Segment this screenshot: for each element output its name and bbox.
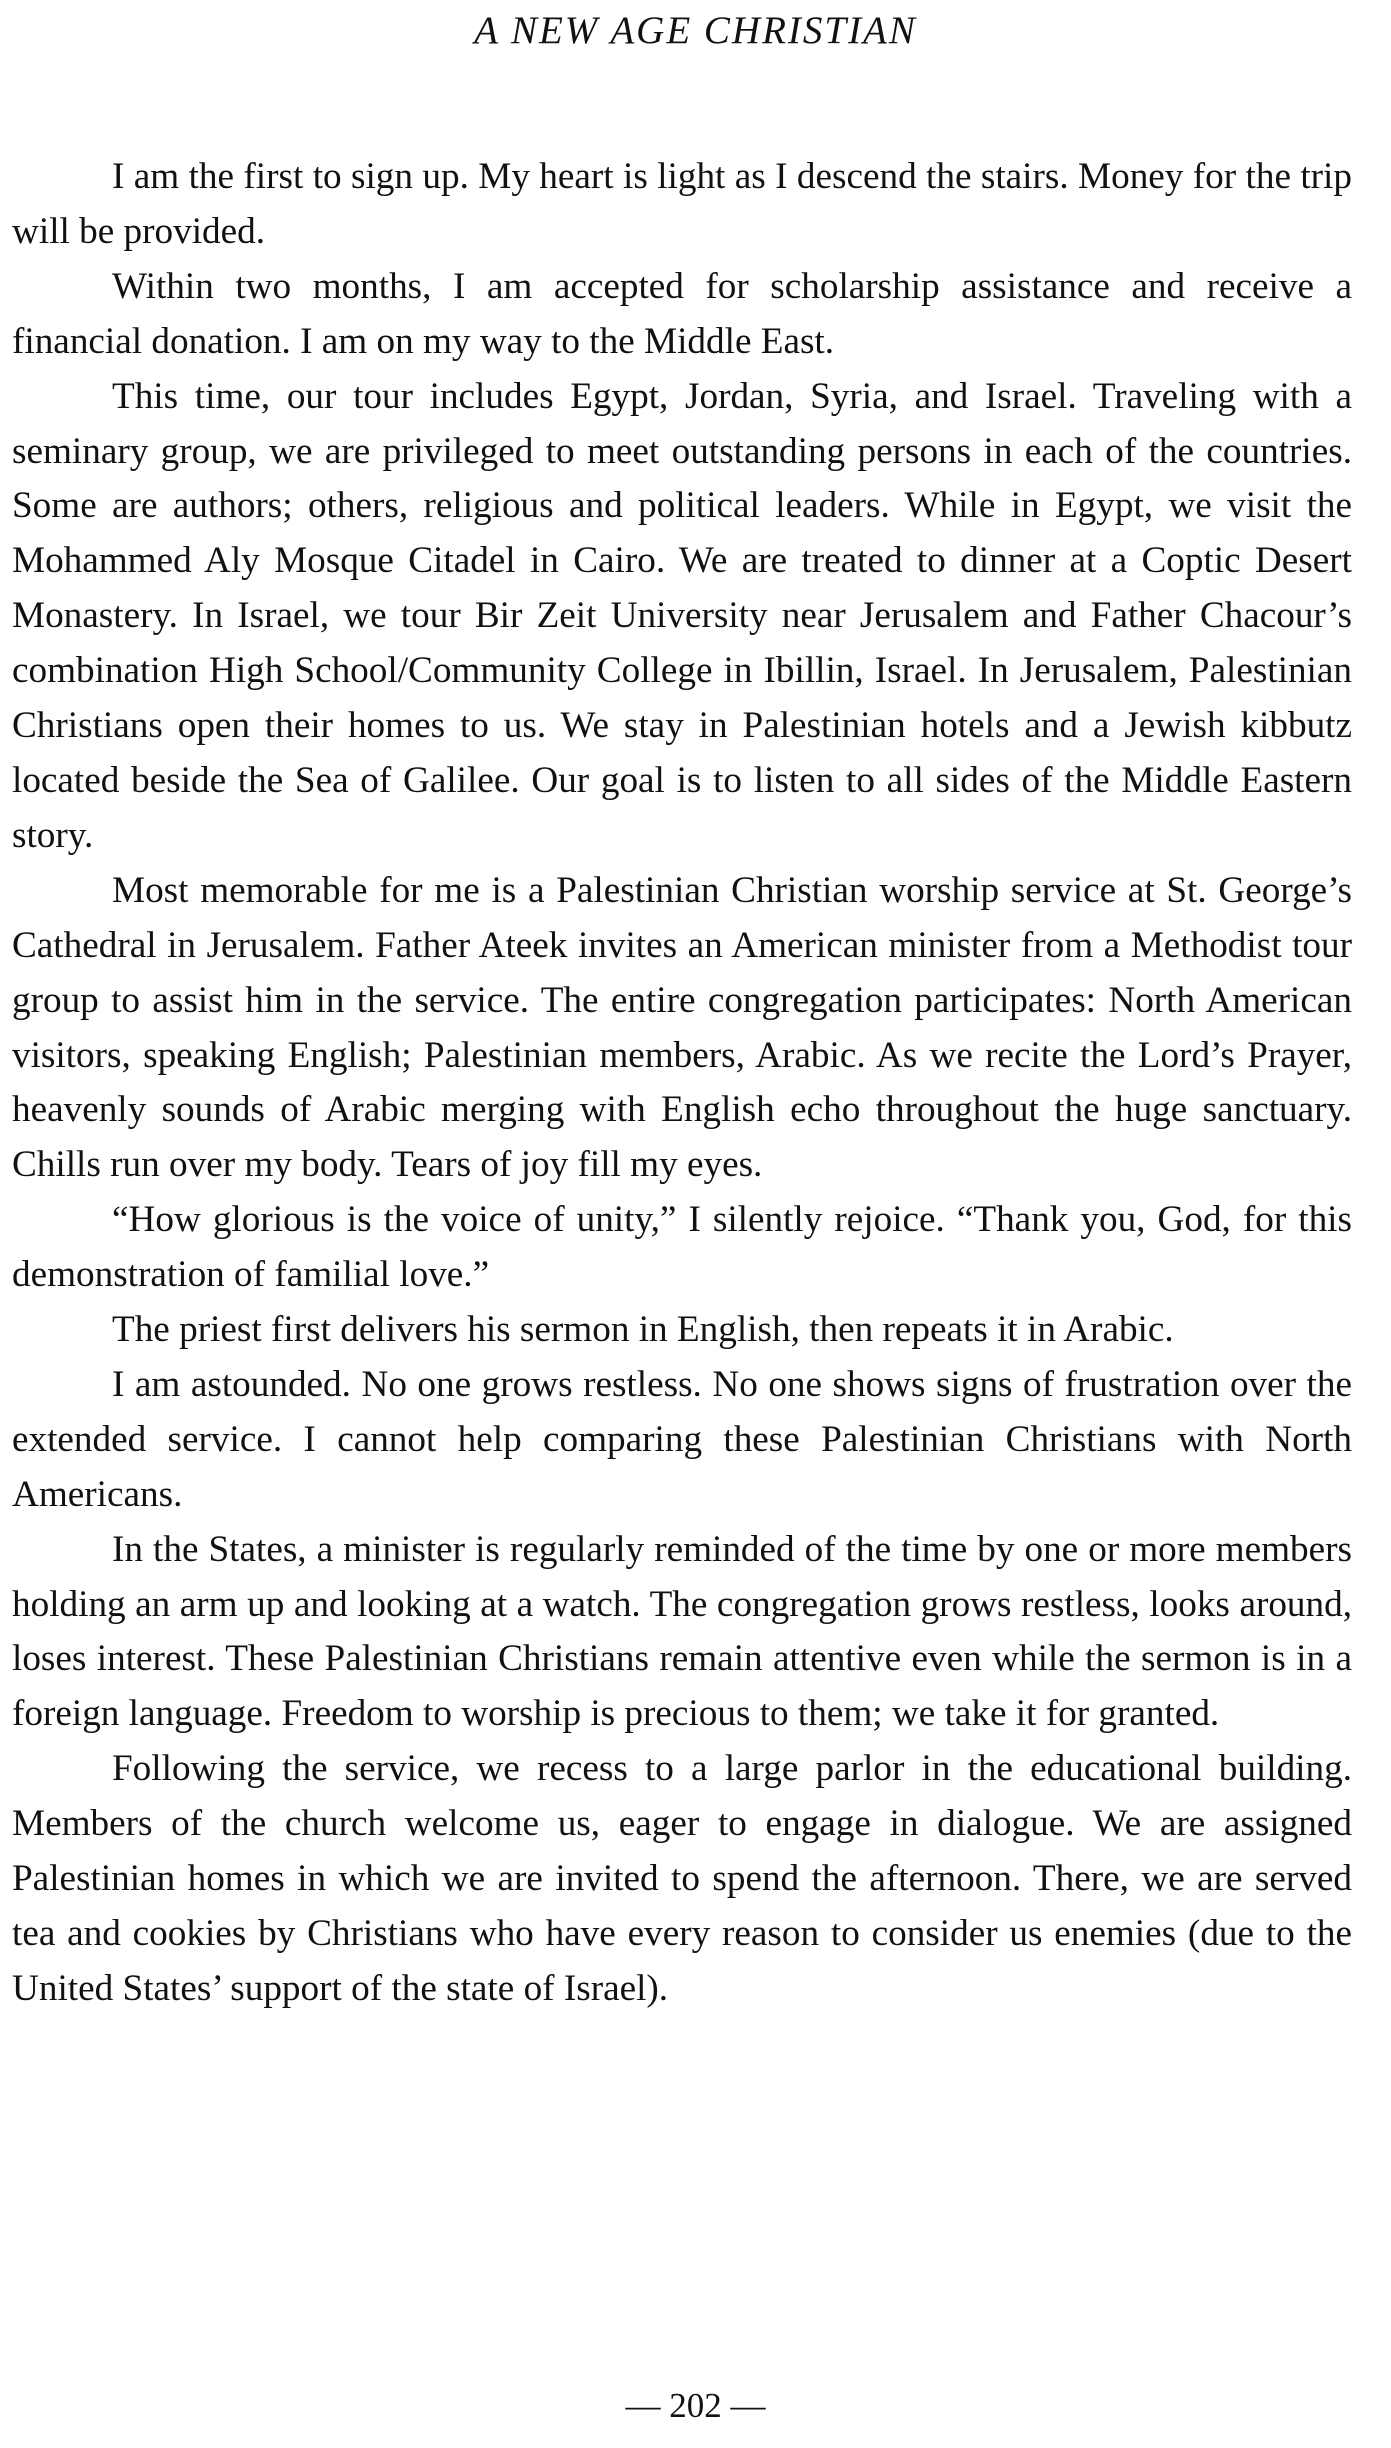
page-number: — 202 —	[625, 2386, 766, 2425]
paragraph: Within two months, I am accepted for scholarship assistance and receive a financial donation. I am on my way to the Middle East.	[12, 265, 1352, 362]
paragraph: I am the first to sign up. My heart is light as I descend the stairs. Money for the trip will be provided.	[12, 156, 1352, 252]
paragraph: The priest first delivers his sermon in English, then repeats it in Arabic.	[112, 1309, 1174, 1351]
paragraph: “How glorious is the voice of unity,” I silently rejoice. “Thank you, God, for this demonstration of familial love.”	[12, 1199, 1352, 1296]
paragraph: Following the service, we recess to a large parlor in the educational building. Members of the church welcome us, eager to engage in dialogue. We are assigned Palestinian homes in which we are invited to spend the afternoon. There, we are served tea and cookies by Christians who have every reason to consider us enemies (due to the United States’ support of the state of Israel).	[12, 1748, 1352, 2009]
paragraph: This time, our tour includes Egypt, Jordan, Syria, and Israel. Traveling with a seminary group, we are privileged to meet outstanding persons in each of the countries. Some are authors; others, religious and political leaders. While in Egypt, we visit the Mohammed Aly Mosque Citadel in Cairo. We are treated to dinner at a Coptic Desert Monastery. In Israel, we tour Bir Zeit University near Jerusalem and Father Chacour’s combination High School/Community College in Ibillin, Israel. In Jerusalem, Palestinian Christians open their homes to us. We stay in Palestinian hotels and a Jewish kibbutz located beside the Sea of Galilee. Our goal is to listen to all sides of the Middle Eastern story.	[12, 375, 1352, 856]
paragraph: In the States, a minister is regularly reminded of the time by one or more members holding an arm up and looking at a watch. The congregation grows restless, looks around, loses interest. These Palestinian Christians remain attentive even while the sermon is in a foreign language. Freedom to worship is precious to them; we take it for granted.	[12, 1528, 1352, 1735]
paragraph: I am astounded. No one grows restless. No one shows signs of frustration over the extended service. I cannot help comparing these Palestinian Christians with North Americans.	[12, 1363, 1352, 1515]
paragraph: Most memorable for me is a Palestinian Christian worship service at St. George’s Cathedral in Jerusalem. Father Ateek invites an American minister from a Methodist tour group to assist him in the service. The entire congregation participates: North American visitors, speaking English; Palestinian members, Arabic. As we recite the Lord’s Prayer, heavenly sounds of Arabic merging with English echo throughout the huge sanctuary. Chills run over my body. Tears of joy fill my eyes.	[12, 869, 1352, 1186]
body-text	[12, 150, 1352, 2017]
running-head: A NEW AGE CHRISTIAN	[474, 9, 917, 52]
